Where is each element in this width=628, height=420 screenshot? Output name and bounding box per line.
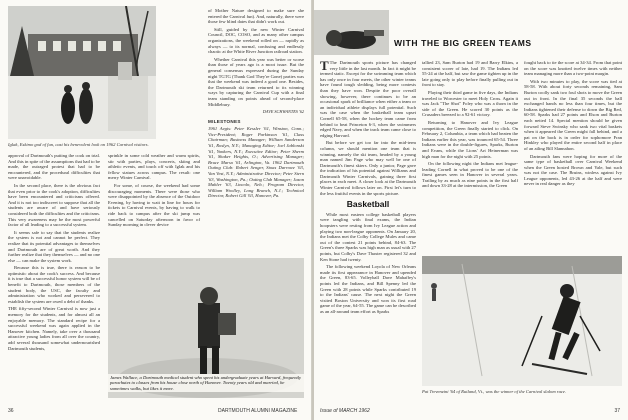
paragraph: Playing their third game in five days, the Indians traveled to Worcester to meet Holy Cross. Again it was Jack "The Shot" Foley who was a thorn in the side of the Green. He scored 30 points as the Crusaders breezed to a 92-61 victory. [422,89,518,118]
author-signature: DAVE SCHWANTES '62 [262,109,304,115]
left-column-1 [8,153,100,353]
milestones-heading: MILESTONES [208,118,241,124]
skier-photo [422,256,622,386]
header-photo-illustration [314,10,389,55]
paragraph: sprinkle in some cold weather and warm spirits, stir with parties, plays, concerts, skiing and athletic events, and touch off with Iglak and his fellow statues across campus. The result: one merry Winter Carnival. [108,153,200,181]
basketball-heading: Basketball [346,199,390,210]
paragraph: Because this is true, there is reason to be optimistic about the cook's success. And because it is true that a successful honor system will be of benefit to Dartmouth, those members of the student body, the USC, the faculty and administration who worked and persevered to establish the system are owed a debt of thanks. [8,265,100,304]
milestones-text: 1961 Aegis: Peter Kessler '61, Winston, Conn.; Vice-President; Roger Parkinson '61, Class Chairman; Business Manager; William Sanderson '61, Roslyn, N.Y.; Managing Editor; Joel Jablonski '61, Yonkers, N.Y.; Executive Editor; Peter Sherm '61, Shaker Heights, O.; Advertising Manager; Bruce Marso '61, Arlington, Va. 1962 Dartmouth Outing Club: Robert Senger, Stoas Darrowe '63, Van Vest, N.Y.; Administrative Director; Peter Stern '63, Washington, Pa.; Outing Club Manager; Jason Mahler '63, Lincoln, Neb.; Program Director, William Woolley, Long Branch, N.J.; Technical Director, Robert Gill '63, Hanover, Pa. [208,126,304,199]
right-column-3 [524,60,622,189]
paragraph: tallied 23, Sam Burton had 19 and Barry Elkins, a consistent scorer of late, had 19. The Indians led 55-24 at the half, but saw the game tighten up in the late going only to play before finally pulling out in front to stay. [422,60,518,88]
paragraph: With two minutes to play, the score was tied at 58-58. With about forty seconds remaining, Sam Burton coolly sank two foul shots to move the Green out in front. In the final 35 seconds the ball exchanged hands no less than four times, but the Indians tightened their defense to down the Big Red, 60-58. Sparks had 27 points and Elson and Burton each netted 14. Special mention should be given forward Steve Swinsky who sank two vital baskets when it appeared the Green might fall behind, and a pat on the back is in order for sophomore Fran Hinkley who played the entire second half in place of an ailing Bill Slannahon. [524,78,622,151]
carnival-photo [8,6,156,139]
paragraph: While most eastern college basketball players were tangling with final exams, the Indian hoopsters were resting from Ivy League action and playing two non-league opponents. On January 20, the Indians met the Colby College Mules and came out of the contest 21 points behind, 84-63. The Green's three Sparks was high man as usual with 27 points, but Colby's Dave Thaxter registered 32 and Ken Stone had twenty. [320,211,416,262]
left-column-2 [108,153,200,230]
paragraph: The following weekend Loyola of New Orleans made its first appearance in Hanover and upended the Green, 83-65. Volleyball Dave Mahaffey's points led the Indians, and Bill Spenny led the Green with 28 points while Sparks contributed 19 to the Indians' cause. The next night the Green visited Boston University and won its first road game of the year, 64-55. The game can be described as an all-around team effort as Sparks [320,264,416,314]
paragraph [320,60,416,138]
left-page [0,0,312,420]
page-number: 36 [8,408,14,414]
right-column-1 [320,60,416,317]
paragraph: THE fifty-second Winter Carnival is now just a memory for the students, and for almost all an enjoyable memory. The standard recipe for a successful weekend was again applied in the Hanover kitchen. Namely, take over a thousand attractive young ladies from all over the country, add several thousand somewhat undernourished Dartmouth students, [8,306,100,351]
paragraph: fought back to tie the score at 34-34. From that point on the score was knotted twelve times with neither team managing more than a two-point margin. [524,60,622,77]
paragraph: But before we get too far into the mid-term column, we should mention one team that is winning, namely the ski team, headed by a young man named Jim Page who may well be one of Dartmouth's finest skiers. Only a junior, Page gave the indication of his potential against Williams and Dartmouth Winter Carnivals, gaining three first places in each meet. A closer look at the Dartmouth Winter Carnival follows later on. First let's turn to the less fruitful events in the sports picture. [320,140,416,196]
page-number: 37 [614,408,620,414]
paragraph: In the second place, there is the obvious fact that even prior to the cook's adoption, difficulties have been encountered and criticisms offered. And it is not too indiscreet to suppose that all the students are aware of and have seriously considered both the difficulties and the criticisms. This very awareness may be the most powerful factor of all leading to a successful system. [8,182,100,228]
paragraph: approval of Dartmouth's putting the cook on trial. And this in spite of the assumptions that had to be made, the outraged protest that had to be encountered, and the procedural difficulties that were unavoidable. [8,153,100,181]
paragraph: It seems safe to say that the students realize the system is not and cannot be perfect. They realize that its potential advantages to themselves and Dartmouth are of great worth. And they further realize that they themselves — and no one else — can make the system work. [8,229,100,263]
right-column-2 [422,60,518,191]
paragraph: Returning to Hanover and Ivy League competition, the Green finally started to click. On February 2, Columbia, a team which had beaten the Indians earlier this year, was trounced 65-54. Three Indians were in the double-figures, Sparks, Burton and Evans, while the Lions' Art Heinerman was high man for the night with 25 points. [422,119,518,159]
bottom-photo-caption: James Wallace, a Dartmouth medical student who spent his undergraduate years at Harvard, frequently parachutes to classes from his house close north of Hanover. Twenty years old and married, he sometimes walks, but likes it more. [108,374,304,392]
issue-date: Issue of MARCH 1962 [320,408,370,414]
section-banner: WITH THE BIG GREEN TEAMS [394,38,532,48]
right-page [314,0,628,420]
paragraph: Dartmouth fans were hoping for more of the same type of basketball over Carnival Weekend when the Green hosted Brown and Yale, but such was not the case. The Bruins, winless against Ivy League opponents, led 43-26 at the half and were never in real danger as they [524,153,622,187]
skier-photo-illustration [422,256,622,386]
left-column-3 [208,8,304,201]
paragraph: of Mother Nature designed to make sure she entered the Carnival fun). And, naturally, there were those few blind dates that didn't work out. [208,8,304,25]
paragraph: For some, of course, the weekend had some discouraging moments. There were those who were disappointed by the absence of the Outdoor Evening, by having to wait in line for hours for tickets to Carnival events, by having to walk to ride back to campus after the ski jump was cancelled on Saturday afternoon in favor of Sunday morning in clever device [108,182,200,228]
paragraph-text: The Dartmouth sports picture has changed very little in the last month. In fact it might be termed static. Except for the swimming team which has only once in four meets, the other winter teams have found tough sledding, being more contests than they have won. Despite the poor overall showing, however, there continues to be an occasional spark of brilliance when either a team or an individual athlete displays full potential. Such was the case when the basketball team upset Cornell 65-58, when the hockey team came from behind to beat Princeton 6-3, when the swimmers edged Navy, and when the track team came close to edging Harvard. [320,60,416,138]
paragraph: On the following night the Indians met league-leading Cornell in what proved to be one of the finest games seen in Hanover in several years. Trailing by as much as nine points in the first half and down 33-28 at the intermission, the Green [422,161,518,189]
paragraph: Still, guided by the new Winter Carnival Council, DOC, COSO, and as many other campus organizations, the weekend rolled on — rapidly as always — to its normal, confusing and endlessly chaotic at the White River Junction railroad station. [208,26,304,55]
header-photo [314,10,389,55]
skier-photo-caption: Pat Trevenzini '64 of Rutland, Vt., was the winner of the Carnival slalom race. [422,389,567,394]
top-photo-caption: Iglak, Eskimo god of fun, cast his benevolent look on 1962 Carnival visitors. [8,142,149,147]
magazine-title: DARTMOUTH ALUMNI MAGAZINE [218,408,298,414]
paragraph: Whether Carnival this year was better or worse than those of years ago is a moot issue. But the general consensus expressed during the Sunday night TGTG (Thank God They're Gone) parties was that the weekend was indeed a good one. Besides, the Dartmouth ski team returned to its winning ways by capturing the Carnival Cup with a final team standing on points ahead of second-place Middlebury. [208,56,304,107]
drop-cap: T [320,58,329,73]
carnival-photo-illustration [8,6,156,139]
